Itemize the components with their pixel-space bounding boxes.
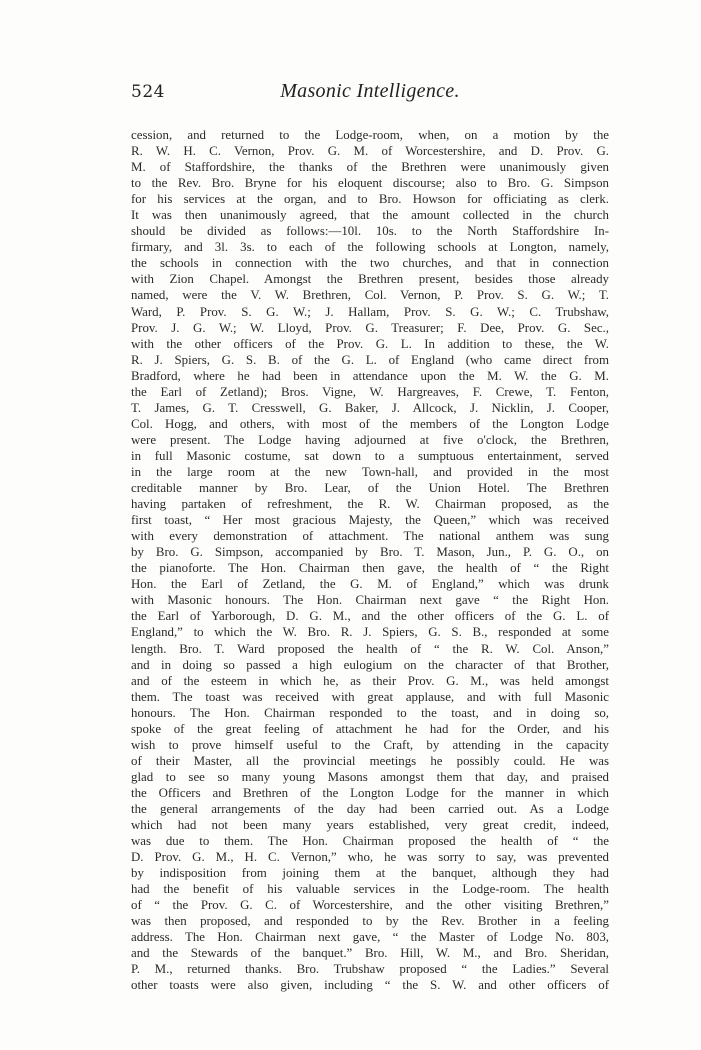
text-line: Prov. J. G. W.; W. Lloyd, Prov. G. Treasurer; F. Dee, Prov. G. Sec.,	[131, 320, 609, 335]
text-line: of their Master, all the provincial meetings he possibly could. He was	[131, 753, 609, 768]
text-line: spoke of the great feeling of attachment he had for the Order, and his	[131, 721, 609, 736]
text-line: the schools in connection with the two churches, and that in connection	[131, 256, 609, 271]
text-line: the Officers and Brethren of the Longton Lodge for the manner in which	[131, 785, 609, 800]
text-line: England,” to which the W. Bro. R. J. Spiers, G. S. B., responded at some	[131, 625, 609, 640]
text-line: R. W. H. C. Vernon, Prov. G. M. of Worcestershire, and D. Prov. G.	[131, 144, 609, 159]
text-line: D. Prov. G. M., H. C. Vernon,” who, he was sorry to say, was prevented	[131, 850, 609, 865]
text-line: were present. The Lodge having adjourned at five o'clock, the Brethren,	[131, 432, 609, 447]
text-line: P. M., returned thanks. Bro. Trubshaw proposed “ the Ladies.” Several	[131, 962, 609, 977]
text-line: T. James, G. T. Cresswell, G. Baker, J. Allcock, J. Nicklin, J. Cooper,	[131, 400, 609, 415]
text-line: them. The toast was received with great applause, and with full Masonic	[131, 689, 609, 704]
text-line: creditable manner by Bro. Lear, of the Union Hotel. The Brethren	[131, 481, 609, 496]
text-line: which had not been many years established, very great credit, indeed,	[131, 818, 609, 833]
text-line: should be divided as follows:—10l. 10s. to the North Staffordshire In-	[131, 224, 609, 239]
body-text	[131, 127, 609, 1010]
text-line: with every demonstration of attachment. The national anthem was sung	[131, 529, 609, 544]
text-line: cession, and returned to the Lodge-room, when, on a motion by the	[131, 128, 609, 142]
text-line: wish to prove himself useful to the Craft, by attending in the capacity	[131, 737, 609, 752]
text-line: with the other officers of the Prov. G. L. In addition to these, the W.	[131, 336, 609, 351]
text-line: Ward, P. Prov. S. G. W.; J. Hallam, Prov. S. G. W.; C. Trubshaw,	[131, 304, 609, 319]
text-line: was then proposed, and responded to by the Rev. Brother in a feeling	[131, 914, 609, 929]
text-line: by Bro. G. Simpson, accompanied by Bro. T. Mason, Jun., P. G. O., on	[131, 545, 609, 560]
text-line: first toast, “ Her most gracious Majesty, the Queen,” which was received	[131, 513, 609, 528]
text-line: R. J. Spiers, G. S. B. of the G. L. of England (who came direct from	[131, 352, 609, 367]
text-line: firmary, and 3l. 3s. to each of the following schools at Longton, namely,	[131, 240, 609, 255]
text-line: with Zion Chapel. Amongst the Brethren present, besides those already	[131, 272, 609, 287]
text-line: had the benefit of his valuable services in the Lodge-room. The health	[131, 882, 609, 897]
text-line: to the Rev. Bro. Bryne for his eloquent discourse; also to Bro. G. Simpson	[131, 176, 609, 191]
text-line: the general arrangements of the day had been carried out. As a Lodge	[131, 801, 609, 816]
text-line: by indisposition from joining them at the banquet, although they had	[131, 866, 609, 881]
text-line: glad to see so many young Masons amongst them that day, and praised	[131, 769, 609, 784]
text-line: of “ the Prov. G. C. of Worcestershire, and the other visiting Brethren,”	[131, 898, 609, 913]
text-line: honours. The Hon. Chairman responded to the toast, and in doing so,	[131, 705, 609, 720]
text-line: Col. Hogg, and others, with most of the members of the Longton Lodge	[131, 416, 609, 431]
page-header	[131, 76, 609, 104]
running-title: Masonic Intelligence.	[280, 80, 460, 102]
text-line: the Earl of Zetland); Bros. Vigne, W. Hargreaves, F. Crewe, T. Fenton,	[131, 384, 609, 399]
text-line: M. of Staffordshire, the thanks of the Brethren were unanimously given	[131, 160, 609, 175]
text-line: and in doing so passed a high eulogium on the character of that Brother,	[131, 657, 609, 672]
text-line: for his services at the organ, and to Bro. Howson for officiating as clerk.	[131, 192, 609, 207]
text-line: Hon. the Earl of Zetland, the G. M. of England,” which was drunk	[131, 577, 609, 592]
text-line: the Earl of Yarborough, D. G. M., and the other officers of the G. L. of	[131, 609, 609, 624]
text-line: length. Bro. T. Ward proposed the health of “ the R. W. Col. Anson,”	[131, 641, 609, 656]
text-line: other toasts were also given, including “ the S. W. and other officers of	[131, 978, 609, 993]
text-line	[131, 994, 609, 1010]
text-line: and of the esteem in which he, as their Prov. G. M., was held amongst	[131, 673, 609, 688]
text-line: and the Stewards of the banquet.” Bro. Hill, W. M., and Bro. Sheridan,	[131, 946, 609, 961]
text-line: having partaken of refreshment, the R. W. Chairman proposed, as the	[131, 497, 609, 512]
page-number: 524	[131, 82, 165, 102]
text-line: address. The Hon. Chairman next gave, “ the Master of Lodge No. 803,	[131, 930, 609, 945]
text-line: Bradford, where he had been in attendance upon the M. W. the G. M.	[131, 368, 609, 383]
text-line: with Masonic honours. The Hon. Chairman next gave “ the Right Hon.	[131, 593, 609, 608]
text-line: was due to them. The Hon. Chairman proposed the health of “ the	[131, 834, 609, 849]
text-line: named, were the V. W. Brethren, Col. Vernon, P. Prov. S. G. W.; T.	[131, 288, 609, 303]
text-line: It was then unanimously agreed, that the amount collected in the church	[131, 208, 609, 223]
text-line: in full Masonic costume, sat down to a sumptuous entertainment, served	[131, 448, 609, 463]
text-line: the pianoforte. The Hon. Chairman then gave, the health of “ the Right	[131, 561, 609, 576]
text-line: in the large room at the new Town-hall, and provided in the most	[131, 464, 609, 479]
